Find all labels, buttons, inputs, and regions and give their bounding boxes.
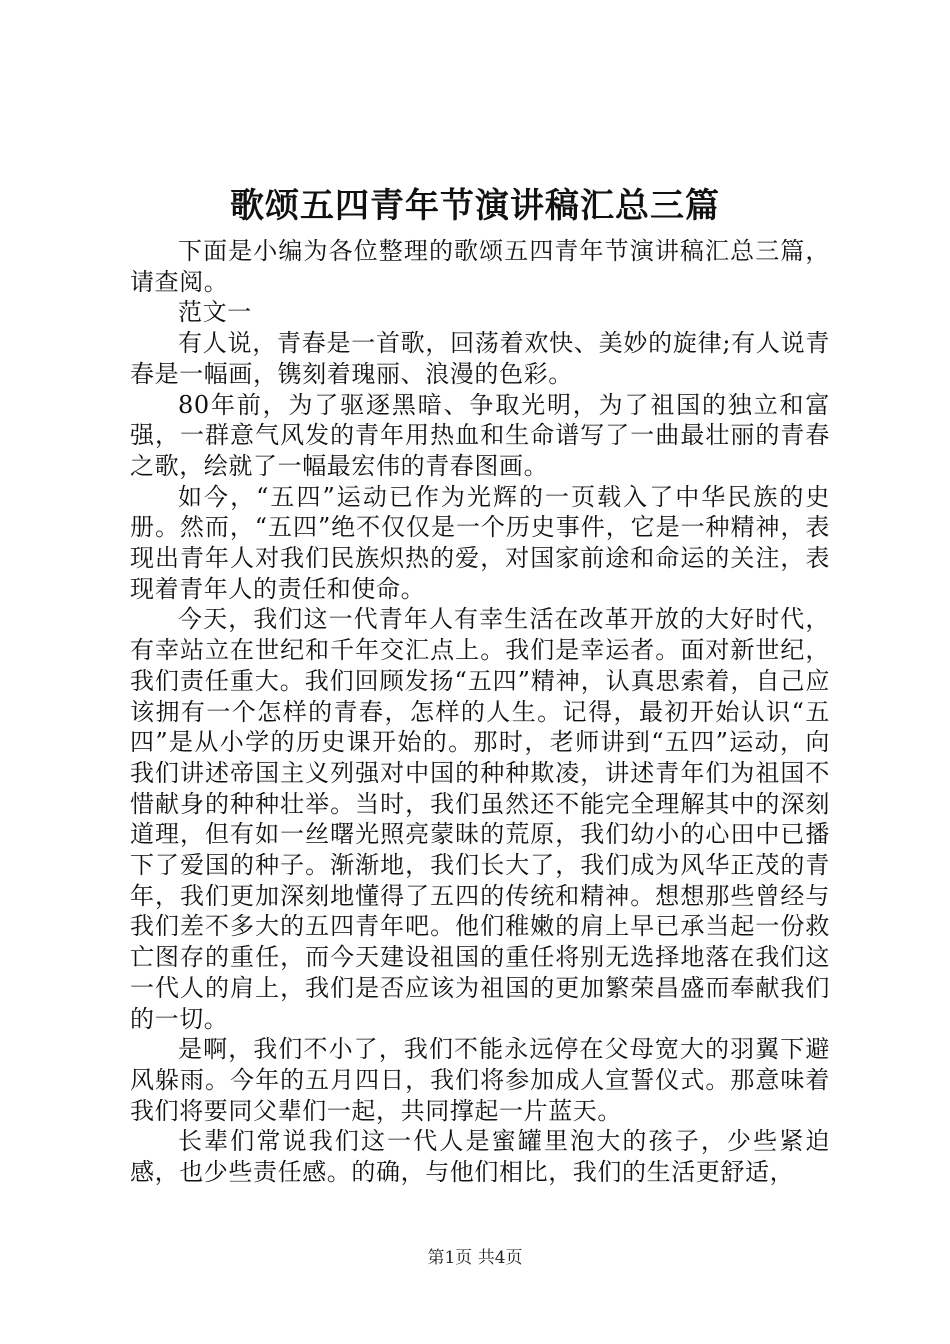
paragraph: 80年前，为了驱逐黑暗、争取光明，为了祖国的独立和富强，一群意气风发的青年用热血和生命谱写了一曲最壮丽的青春之歌，绘就了一幅最宏伟的青春图画。	[130, 390, 830, 480]
paragraph-intro: 下面是小编为各位整理的歌颂五四青年节演讲稿汇总三篇，请查阅。	[130, 237, 830, 296]
document-title: 歌颂五四青年节演讲稿汇总三篇	[230, 186, 720, 226]
page-footer: 第1页 共4页	[427, 1248, 523, 1268]
paragraph: 如今，“五四”运动已作为光辉的一页载入了中华民族的史册。然而，“五四”绝不仅仅是一个历史事件，它是一种精神，表现出青年人对我们民族炽热的爱，对国家前途和命运的关注，表现着青年人的责任和使命。	[130, 482, 830, 603]
paragraph: 是啊，我们不小了，我们不能永远停在父母宽大的羽翼下避风躲雨。今年的五月四日，我们将参加成人宣誓仪式。那意味着我们将要同父辈们一起，共同撑起一片蓝天。	[130, 1035, 830, 1125]
paragraph-section-heading: 范文一	[178, 298, 252, 327]
paragraph: 今天，我们这一代青年人有幸生活在改革开放的大好时代，有幸站立在世纪和千年交汇点上。我们是幸运者。面对新世纪，我们责任重大。我们回顾发扬“五四”精神，认真思索着，自己应该拥有一个怎样的青春，怎样的人生。记得，最初开始认识“五四”是从小学的历史课开始的。那时，老师讲到“五四”运动，向我们讲述帝国主义列强对中国的种种欺凌，讲述青年们为祖国不惜献身的种种壮举。当时，我们虽然还不能完全理解其中的深刻道理，但有如一丝曙光照亮蒙昧的荒原，我们幼小的心田中已播下了爱国的种子。渐渐地，我们长大了，我们成为风华正茂的青年，我们更加深刻地懂得了五四的传统和精神。想想那些曾经与我们差不多大的五四青年吧。他们稚嫩的肩上早已承当起一份救亡图存的重任，而今天建设祖国的重任将别无选择地落在我们这一代人的肩上，我们是否应该为祖国的更加繁荣昌盛而奉献我们的一切。	[130, 605, 830, 1033]
paragraph: 有人说，青春是一首歌，回荡着欢快、美妙的旋律;有人说青春是一幅画，镌刻着瑰丽、浪漫的色彩。	[130, 329, 830, 388]
paragraph: 长辈们常说我们这一代人是蜜罐里泡大的孩子，少些紧迫感，也少些责任感。的确，与他们相比，我们的生活更舒适，	[130, 1127, 830, 1187]
document-body	[130, 236, 830, 1188]
